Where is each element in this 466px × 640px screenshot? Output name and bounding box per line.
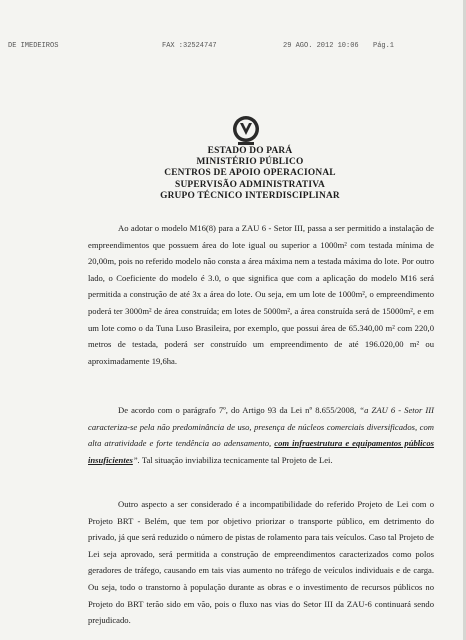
fax-sender: DE IMEDEIROS — [8, 42, 59, 50]
letterhead-line: CENTROS DE APOIO OPERACIONAL — [164, 168, 336, 179]
letterhead-line: MINISTÉRIO PÚBLICO — [196, 157, 304, 168]
paragraph-text-end: Tal situação inviabiliza tecnicamente tal Projeto de Lei. — [139, 454, 333, 465]
quoted-law-text: “a ZAU 6 - Setor III caracteriza-se pela não predominância de uso, presença de núcleos comerciais diversificados, com alta atratividade e forte tendência ao adensamento, com infraestrutura e equipamentos públicos insuficientes”. — [88, 405, 435, 465]
coat-of-arms-icon — [229, 113, 263, 147]
paragraph-text: Outro aspecto a ser considerado é a incompatibilidade do referido Projeto de Lei com o Projeto BRT - Belém, que tem por objetivo priorizar o transporte público, em detrimento do privado, já que será reduzido o número de pistas de rolamento para tais veículos. Caso tal Projeto de Lei seja aprovado, será permitida a construção de empreendimentos caracterizados como polos geradores de tráfego, causando em tais vias aumento no tráfego de veículos individuais e de carga. Ou seja, todo o transtorno à população durante as obras e o investimento de recursos públicos no Projeto do BRT terão sido em vão, pois o fluxo nas vias do Setor III da ZAU-6 continuará sendo prejudicado. — [88, 499, 434, 626]
paragraph-text — [88, 402, 434, 468]
fax-datetime: 29 AGO. 2012 10:06 — [283, 42, 359, 50]
quote-close: ”. — [132, 454, 140, 465]
quoted-law-italic: a ZAU 6 - Setor III caracteriza-se pela não predominância de uso, presença de núcleos comerciais diversificados, com alta atratividade e forte tendência ao adensamento, — [88, 405, 434, 449]
quoted-law-emphasis: com infraestrutura e equipamentos públicos insuficientes — [88, 438, 435, 465]
paragraph-2 — [88, 402, 434, 468]
letterhead — [150, 146, 350, 202]
letterhead-line: GRUPO TÉCNICO INTERDISCIPLINAR — [160, 190, 340, 201]
fax-page: Pág.1 — [373, 42, 395, 50]
fax-number: FAX :32524747 — [162, 42, 217, 50]
paragraph-text-start: De acordo com o parágrafo 7º, do Artigo 93 da Lei nº 8.655/2008, — [118, 405, 360, 415]
paragraph-text: Ao adotar o modelo M16(8) para a ZAU 6 - Setor III, passa a ser permitido a instalação de empreendimentos que possuem área do lote igual ou superior a 1000m² com testada mínima de 20,00m, pois no referido modelo não consta a área máxima nem a testada máxima do lote. Por outro lado, o Coeficiente do modelo é 3.0, o que significa que com a aplicação do modelo M16 será permitida a construção de até 3x a área do lote. Ou seja, em um lote de 1000m², o empreendimento poderá ter 3000m² de área construída; em lotes de 5000m², a área construída será de 15000m², e em um lote como o da Tuna Luso Brasileira, por exemplo, que possui área de 65.340,00 m² com 220,0 metros de testada, poderá ser construído um empreendimento de até 196.020,00 m² ou aproximadamente 19,6ha. — [88, 223, 434, 366]
letterhead-line: SUPERVISÃO ADMINISTRATIVA — [175, 179, 325, 190]
fax-header — [0, 42, 466, 54]
paragraph-3 — [88, 496, 434, 629]
letterhead-line: ESTADO DO PARÁ — [207, 146, 293, 156]
paragraph-1 — [88, 220, 434, 369]
